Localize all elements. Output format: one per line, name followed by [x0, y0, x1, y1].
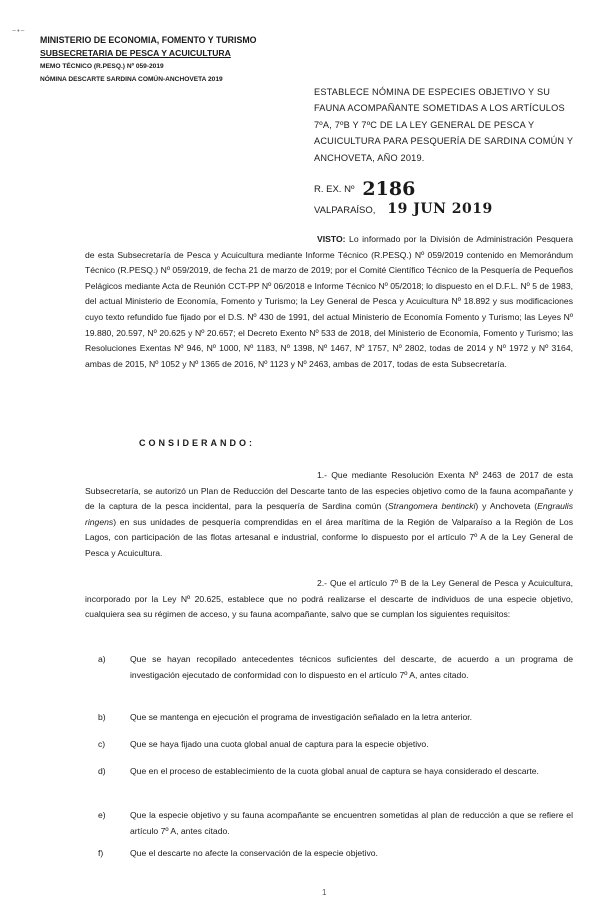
visto-paragraph — [85, 232, 573, 372]
city: VALPARAÍSO, — [314, 205, 376, 216]
requisito-text: Que en el proceso de establecimiento de la cuota global anual de captura se haya considerado el descarte. — [130, 766, 539, 776]
ministry-name: MINISTERIO DE ECONOMIA, FOMENTO Y TURISMO — [40, 35, 257, 45]
memo-reference: MEMO TÉCNICO (R.PESQ.) Nº 059-2019 — [40, 63, 164, 70]
requisito-letter: d) — [98, 766, 106, 776]
subsecretaria-name: SUBSECRETARIA DE PESCA Y ACUICULTURA — [40, 48, 231, 58]
c1-text-c: ) en sus unidades de pesquería comprendidas en el área marítima de la Región de Valparaíso a la Región de Los Lagos, con participación de las flotas artesanal e industrial, conforme lo dispuesto por el artículo 7º A de la Ley General de Pesca y Acuicultura. — [85, 516, 573, 558]
requisito-letter: a) — [98, 654, 106, 664]
requisito-a — [98, 652, 573, 683]
resolution-title: ESTABLECE NÓMINA DE ESPECIES OBJETIVO Y SU FAUNA ACOMPAÑANTE SOMETIDAS A LOS ARTÍCULOS 7ºA, 7ºB Y 7ºC DE LA LEY GENERAL DE PESCA Y ACUICULTURA PARA PESQUERÍA DE SARDINA COMÚN Y ANCHOVETA, AÑO 2019. — [314, 87, 573, 163]
requisito-e — [98, 808, 573, 839]
requisito-letter: b) — [98, 712, 106, 722]
scan-mark: ~•~ — [12, 28, 26, 35]
considerando-2: 2.- Que el artículo 7º B de la Ley General de Pesca y Acuicultura, incorporado por la Ley Nº 20.625, establece que no podrá realizarse el descarte de individuos de una especie objetivo, cualquiera sea su régimen de acceso, y su fauna acompañante, salvo que se cumplan los siguientes requisitos: — [85, 578, 573, 620]
requisito-text: Que se mantenga en ejecución el programa de investigación señalado en la letra anterior. — [130, 712, 473, 722]
requisito-text: Que se haya fijado una cuota global anual de captura para la especie objetivo. — [130, 739, 429, 749]
page-footer-mark: 1 — [322, 888, 327, 897]
species-sardina: Strangomera bentincki — [387, 501, 476, 512]
requisito-text: Que la especie objetivo y su fauna acompañante se encuentren sometidas al plan de reducción a que se refiere el artículo 7º A, antes citado. — [130, 810, 573, 836]
resolution-number-line — [314, 175, 416, 200]
considerando-1 — [85, 468, 573, 562]
requisito-text: Que el descarte no afecte la conservación de la especie objetivo. — [130, 848, 378, 858]
resolution-number: 2186 — [362, 178, 416, 200]
visto-label: VISTO: — [317, 234, 346, 244]
requisito-b — [98, 710, 573, 726]
c1-text-b: ) y Anchoveta ( — [475, 501, 538, 512]
resolution-label: R. EX. Nº — [314, 184, 355, 195]
visto-text: Lo informado por la División de Administración Pesquera de esta Subsecretaría de Pesca y Acuicultura mediante Informe Técnico (R.PESQ.) Nº 059/2019 contenido en Memorándum Técnico (R.PESQ.) Nº 059/2019, de fecha 21 de marzo de 2019; por el Comité Científico Técnico de la Pesquería de Pequeños Pelágicos mediante Acta de Reunión CCT-PP Nº 06/2018 e Informe Técnico Nº 05/2018; lo dispuesto en el D.F.L. Nº 5 de 1983, del actual Ministerio de Economía, Fomento y Turismo; la Ley General de Pesca y Acuicultura Nº 18.892 y sus modificaciones cuyo texto refundido fue fijado por el D.S. Nº 430 de 1991, del actual Ministerio de Economía Fomento y Turismo; las Leyes Nº 19.880, 20.597, Nº 20.625 y Nº 20.657; el Decreto Exento Nº 533 de 2018, del Ministerio de Economía, Fomento y Turismo; las Resoluciones Exentas Nº 946, Nº 1000, Nº 1183, Nº 1398, Nº 1467, Nº 1757, Nº 2802, todas de 2014 y Nº 1972 y Nº 3164, ambas de 2015, Nº 1052 y Nº 1365 de 2016, Nº 1123 y Nº 2463, ambas de 2017, todas de esta Subsecretaría. — [85, 234, 573, 369]
place-date-line — [314, 201, 493, 217]
requisito-d — [98, 764, 573, 780]
requisito-letter: c) — [98, 739, 106, 749]
date-stamp: 19 JUN 2019 — [387, 201, 493, 217]
requisito-c — [98, 737, 573, 753]
c1-text-a: 1.- Que mediante Resolución Exenta Nº 2463 de 2017 de esta Subsecretaría, se autorizó un Plan de Reducción del Descarte tanto de las especies objetivo como de la fauna acompañante y de la captura de la pesca incidental, para la pesquería de Sardina común ( — [85, 470, 573, 512]
nomina-reference: NÓMINA DESCARTE SARDINA COMÚN-ANCHOVETA 2019 — [40, 76, 223, 83]
requisito-letter: e) — [98, 810, 106, 820]
requisito-text: Que se hayan recopilado antecedentes técnicos suficientes del descarte, de acuerdo a un programa de investigación ejecutado de conformidad con lo dispuesto en el artículo 7º A, antes citado. — [130, 654, 573, 680]
letterhead — [40, 34, 257, 86]
requisito-letter: f) — [98, 848, 104, 858]
species-anchoveta: Engraulis ringens — [85, 501, 573, 527]
requisito-f — [98, 846, 573, 862]
considerando-heading: CONSIDERANDO: — [139, 438, 256, 448]
